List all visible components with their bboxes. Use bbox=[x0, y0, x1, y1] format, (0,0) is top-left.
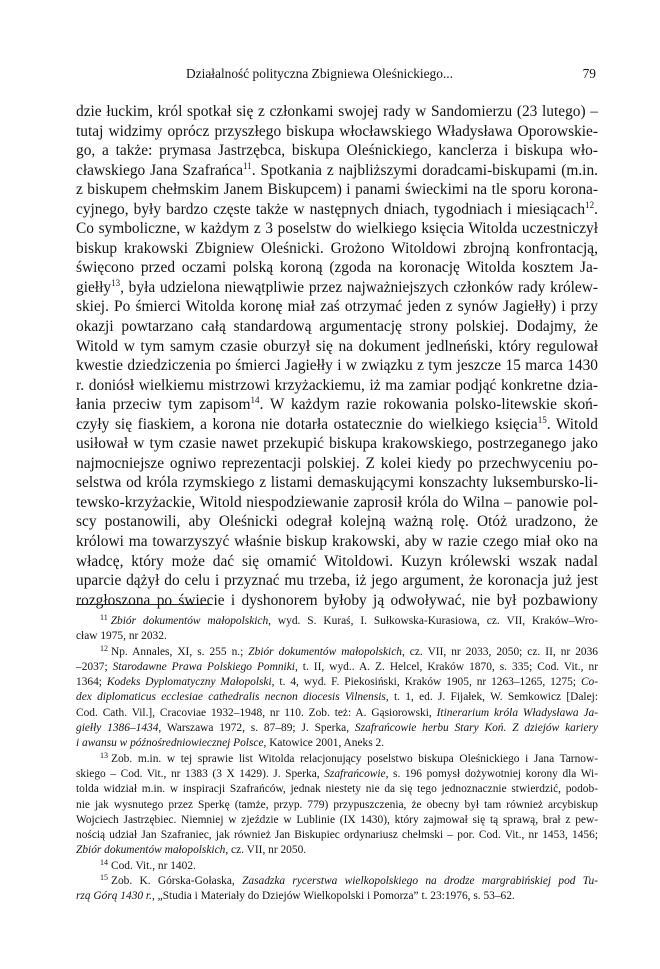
text-line bbox=[76, 200, 598, 220]
footnotes bbox=[76, 614, 598, 905]
text-line: Co symboliczne, w każdym z 3 poselstw do wielkiego księcia Witolda uczestniczył bbox=[76, 220, 598, 238]
footnote-number: 15 bbox=[100, 873, 108, 883]
text-line bbox=[76, 415, 598, 435]
text-run: cławskiego Jana Szafrańca bbox=[76, 161, 244, 179]
text-run: Starodawne Prawa Polskiego Pomniki bbox=[112, 660, 295, 673]
text-line: go, a także: prymasa Jastrzębca, biskupa Oleśnickiego, kanclerza i biskupa wło- bbox=[76, 142, 598, 160]
footnote-line bbox=[76, 843, 598, 858]
text-line bbox=[76, 395, 598, 415]
text-run: Co- bbox=[580, 676, 599, 689]
text-run: Szafrańcowie herbu Stary Koń. Z dziejów kariery bbox=[354, 722, 598, 735]
text-run: rzą Górą 1430 r. bbox=[76, 890, 152, 903]
text-run: i awansu w późnośredniowiecznej Polsce bbox=[76, 737, 264, 750]
text-run: Zbiór dokumentów małopolskich bbox=[110, 615, 269, 627]
footnote-separator bbox=[76, 604, 212, 605]
text-line: władcę, który może dać się omamić Witoldowi. Kuzyn królewski wszak nadal bbox=[76, 552, 598, 570]
text-line: uparcie dążył do celu i przyznać mu trzeba, iż jego argument, że koronacja już jest bbox=[76, 572, 598, 590]
text-run: . bbox=[594, 200, 598, 218]
text-line: biskup krakowski Zbigniew Oleśnicki. Grożono Witoldowi zbrojną konfrontacją, bbox=[76, 239, 598, 257]
text-line bbox=[76, 278, 598, 298]
text-line: dzie łuckim, król spotkał się z członkami swojej rady w Sandomierzu (23 lutego) – bbox=[76, 103, 598, 120]
text-line: z biskupem chełmskim Janem Biskupcem) i panami świeckimi na tle sporu korona- bbox=[76, 181, 598, 199]
footnote-ref: 13 bbox=[111, 277, 121, 288]
text-run: , wyd. S. Kuraś, I. Sułkowska-Kurasiowa, cz. VII, Kraków–Wro- bbox=[268, 615, 598, 627]
text-run: Zasadzka rycerstwa wielkopolskiego na drodze margrabińskiej pod Tu- bbox=[242, 875, 598, 888]
footnote-number: 12 bbox=[100, 643, 108, 653]
text-line: selstwa od króla rzymskiego z listami demaskującymi konszachty luksembursko-li- bbox=[76, 474, 598, 492]
text-run: , „Studia i Materiały do Dziejów Wielkopolski i Pomorza” t. 23:1976, s. 53–62. bbox=[151, 890, 515, 903]
text-run: czyły się fiaskiem, a korona nie dotarła ostatecznie do wielkiego księcia bbox=[76, 415, 538, 433]
footnote-line bbox=[76, 889, 598, 904]
text-run: –2037; bbox=[76, 660, 113, 673]
text-run: , była udzielona niewątpliwie przez najważniejszych członków rady królew- bbox=[120, 278, 598, 296]
text-run: . W każdym razie rokowania polsko-litewskie skoń- bbox=[259, 396, 598, 414]
footnote-line bbox=[76, 614, 598, 629]
footnote-line: nością udział Jan Szafraniec, jak również Jan Biskupiec ordynariusz chełmski – por. Cod. Vit., nr 1453, 1456; bbox=[76, 829, 598, 842]
text-run: , t. 4, wyd. F. Piekosiński, Kraków 1905, nr 1263–1265, 1275; bbox=[271, 676, 581, 689]
text-run: , t. II, wyd.. A. Z. Helcel, Kraków 1870, s. 335; Cod. Vit., nr bbox=[294, 660, 598, 673]
footnote-line bbox=[76, 874, 598, 889]
text-line: rozgłoszona po świecie i dyshonorem byłoby ją odwoływać, nie był pozbawiony bbox=[76, 591, 598, 609]
text-line: r. doniósł wielkiemu mistrzowi krzyżackiemu, iż ma zamiar podjąć konkretne dzia- bbox=[76, 376, 598, 394]
text-run: . Witold bbox=[546, 415, 598, 433]
text-run: . Spotkania z najbliższymi doradcami-biskupami (m.in. bbox=[251, 161, 598, 179]
text-run: dex diplomaticus ecclesiae cathedralis necnon diocesis Vilnensis bbox=[76, 691, 386, 704]
footnote-ref: 15 bbox=[537, 414, 547, 425]
text-line: okazji powtarzano całą standardową argumentację strony polskiej. Dodajmy, że bbox=[76, 318, 598, 336]
footnote-line bbox=[76, 706, 598, 721]
footnote-line bbox=[76, 736, 598, 751]
text-line: Witold w tym samym czasie oburzył się na dokument jedlneński, który regulował bbox=[76, 337, 598, 355]
text-run: Zbiór dokumentów małopolskich bbox=[76, 844, 226, 857]
text-line: scy postanowili, aby Oleśnicki odegrał kolejną ważną rolę. Otóż uradzono, że bbox=[76, 513, 598, 531]
footnote-line bbox=[76, 660, 598, 675]
text-run: giełły bbox=[76, 278, 112, 296]
text-run: Zob. m.in. w tej sprawie list Witolda relacjonujący poselstwo biskupa Oleśnickiego i Jana Tarnow- bbox=[111, 752, 598, 765]
text-run: , cz. VII, nr 2050. bbox=[225, 844, 307, 857]
text-run: cyjnego, były bardzo częste także w następnych dniach, tygodniach i miesiącach bbox=[76, 200, 586, 218]
footnote-ref: 12 bbox=[585, 199, 595, 210]
page-number: 79 bbox=[582, 66, 596, 81]
text-run: , Warszawa 1972, s. 87–89; J. Sperka, bbox=[158, 722, 355, 735]
text-run: Kodeks Dyplomatyczny Małopolski bbox=[106, 676, 272, 689]
footnote-line: cław 1975, nr 2032. bbox=[76, 630, 167, 643]
text-run: Itinerarium króla Władysława Ja- bbox=[436, 706, 598, 719]
text-line: królowi ma towarzyszyć właśnie biskup krakowski, aby w razie czego miał oko na bbox=[76, 533, 598, 551]
text-run: Zbiór dokumentów małopolskich bbox=[248, 645, 402, 658]
footnote-line bbox=[76, 645, 598, 660]
text-run: 1364; bbox=[76, 676, 107, 689]
footnote-line bbox=[76, 752, 598, 767]
footnote-number: 14 bbox=[100, 857, 108, 867]
text-run: Cod. Vit., nr 1402. bbox=[111, 859, 196, 872]
text-run: , cz. VII, nr 2033, 2050; cz. II, nr 2036 bbox=[401, 645, 598, 658]
footnote-line bbox=[76, 859, 598, 874]
text-line: tewsko-krzyżackie, Witold niespodziewanie zaprosił króla do Wilna – panowie pol- bbox=[76, 493, 598, 511]
footnote-line: nie jak wysnutego przez Sperkę (tamże, przyp. 779) przypuszczenia, że obecny był tam również arcybiskup bbox=[76, 798, 598, 811]
text-line: usiłował w tym czasie nawet przekupić biskupa krakowskiego, postrzeganego jako bbox=[76, 435, 598, 453]
text-run: Cod. Cath. Vil.], Cracoviae 1932–1948, nr 110. Zob. też: A. Gąsiorowski, bbox=[76, 706, 437, 719]
text-run: , s. 196 pomysł dożywotniej korony dla Wi- bbox=[385, 767, 598, 780]
text-line: tutaj widzimy oprócz przyszłego biskupa włocławskiego Władysława Oporowskie- bbox=[76, 122, 598, 140]
text-run: , Katowice 2001, Aneks 2. bbox=[263, 737, 385, 750]
footnote-number: 11 bbox=[100, 613, 108, 622]
footnote-line bbox=[76, 690, 598, 705]
text-run: , t. 1, ed. J. Fijałek, W. Semkowicz [Dalej: bbox=[385, 691, 598, 704]
text-run: Np. Annales, XI, s. 255 n.; bbox=[111, 645, 249, 658]
text-run: Szafrańcowie bbox=[324, 767, 386, 780]
footnote-number: 13 bbox=[100, 750, 108, 760]
footnote-line: tolda widział m.in. w inspiracji Szafrańców, jednak niestety nie da się tego jednoznacznie stwierdzić, podob- bbox=[76, 783, 598, 796]
text-line: skiej. Po śmierci Witolda koronę miał zaś otrzymać jeden z synów Jagiełły) i przy bbox=[76, 298, 598, 316]
running-title: Działalność polityczna Zbigniewa Oleśnickiego... bbox=[186, 66, 453, 81]
text-line: kwestie dziedziczenia po śmierci Jagiełły i w związku z tym jeszcze 15 marca 1430 bbox=[76, 357, 598, 375]
footnote-line: Wojciech Jastrzębiec. Niemniej w zjeździe w Lublinie (IX 1430), który zajmował się tą sprawą, brał z pew- bbox=[76, 813, 598, 826]
text-run: giełły 1386–1434 bbox=[76, 722, 159, 735]
footnote-ref: 11 bbox=[243, 160, 252, 171]
running-header bbox=[76, 66, 596, 82]
main-text bbox=[76, 102, 598, 610]
text-line bbox=[76, 161, 598, 181]
text-line: święcono przed oczami polską koroną (zgoda na koronację Witolda kosztem Ja- bbox=[76, 259, 598, 277]
footnote-line bbox=[76, 721, 598, 736]
footnote-line bbox=[76, 767, 598, 782]
text-line: najmocniejsze ogniwo reprezentacji polskiej. Z kolei kiedy po przechwyceniu po- bbox=[76, 454, 598, 472]
text-run: skiego – Cod. Vit., nr 1383 (3 X 1429). J. Sperka, bbox=[76, 767, 325, 780]
footnote-line bbox=[76, 675, 598, 690]
footnote-ref: 14 bbox=[250, 395, 260, 406]
text-run: łania przeciw tym zapisom bbox=[76, 396, 251, 414]
text-run: Zob. K. Górska-Gołaska, bbox=[111, 875, 243, 888]
